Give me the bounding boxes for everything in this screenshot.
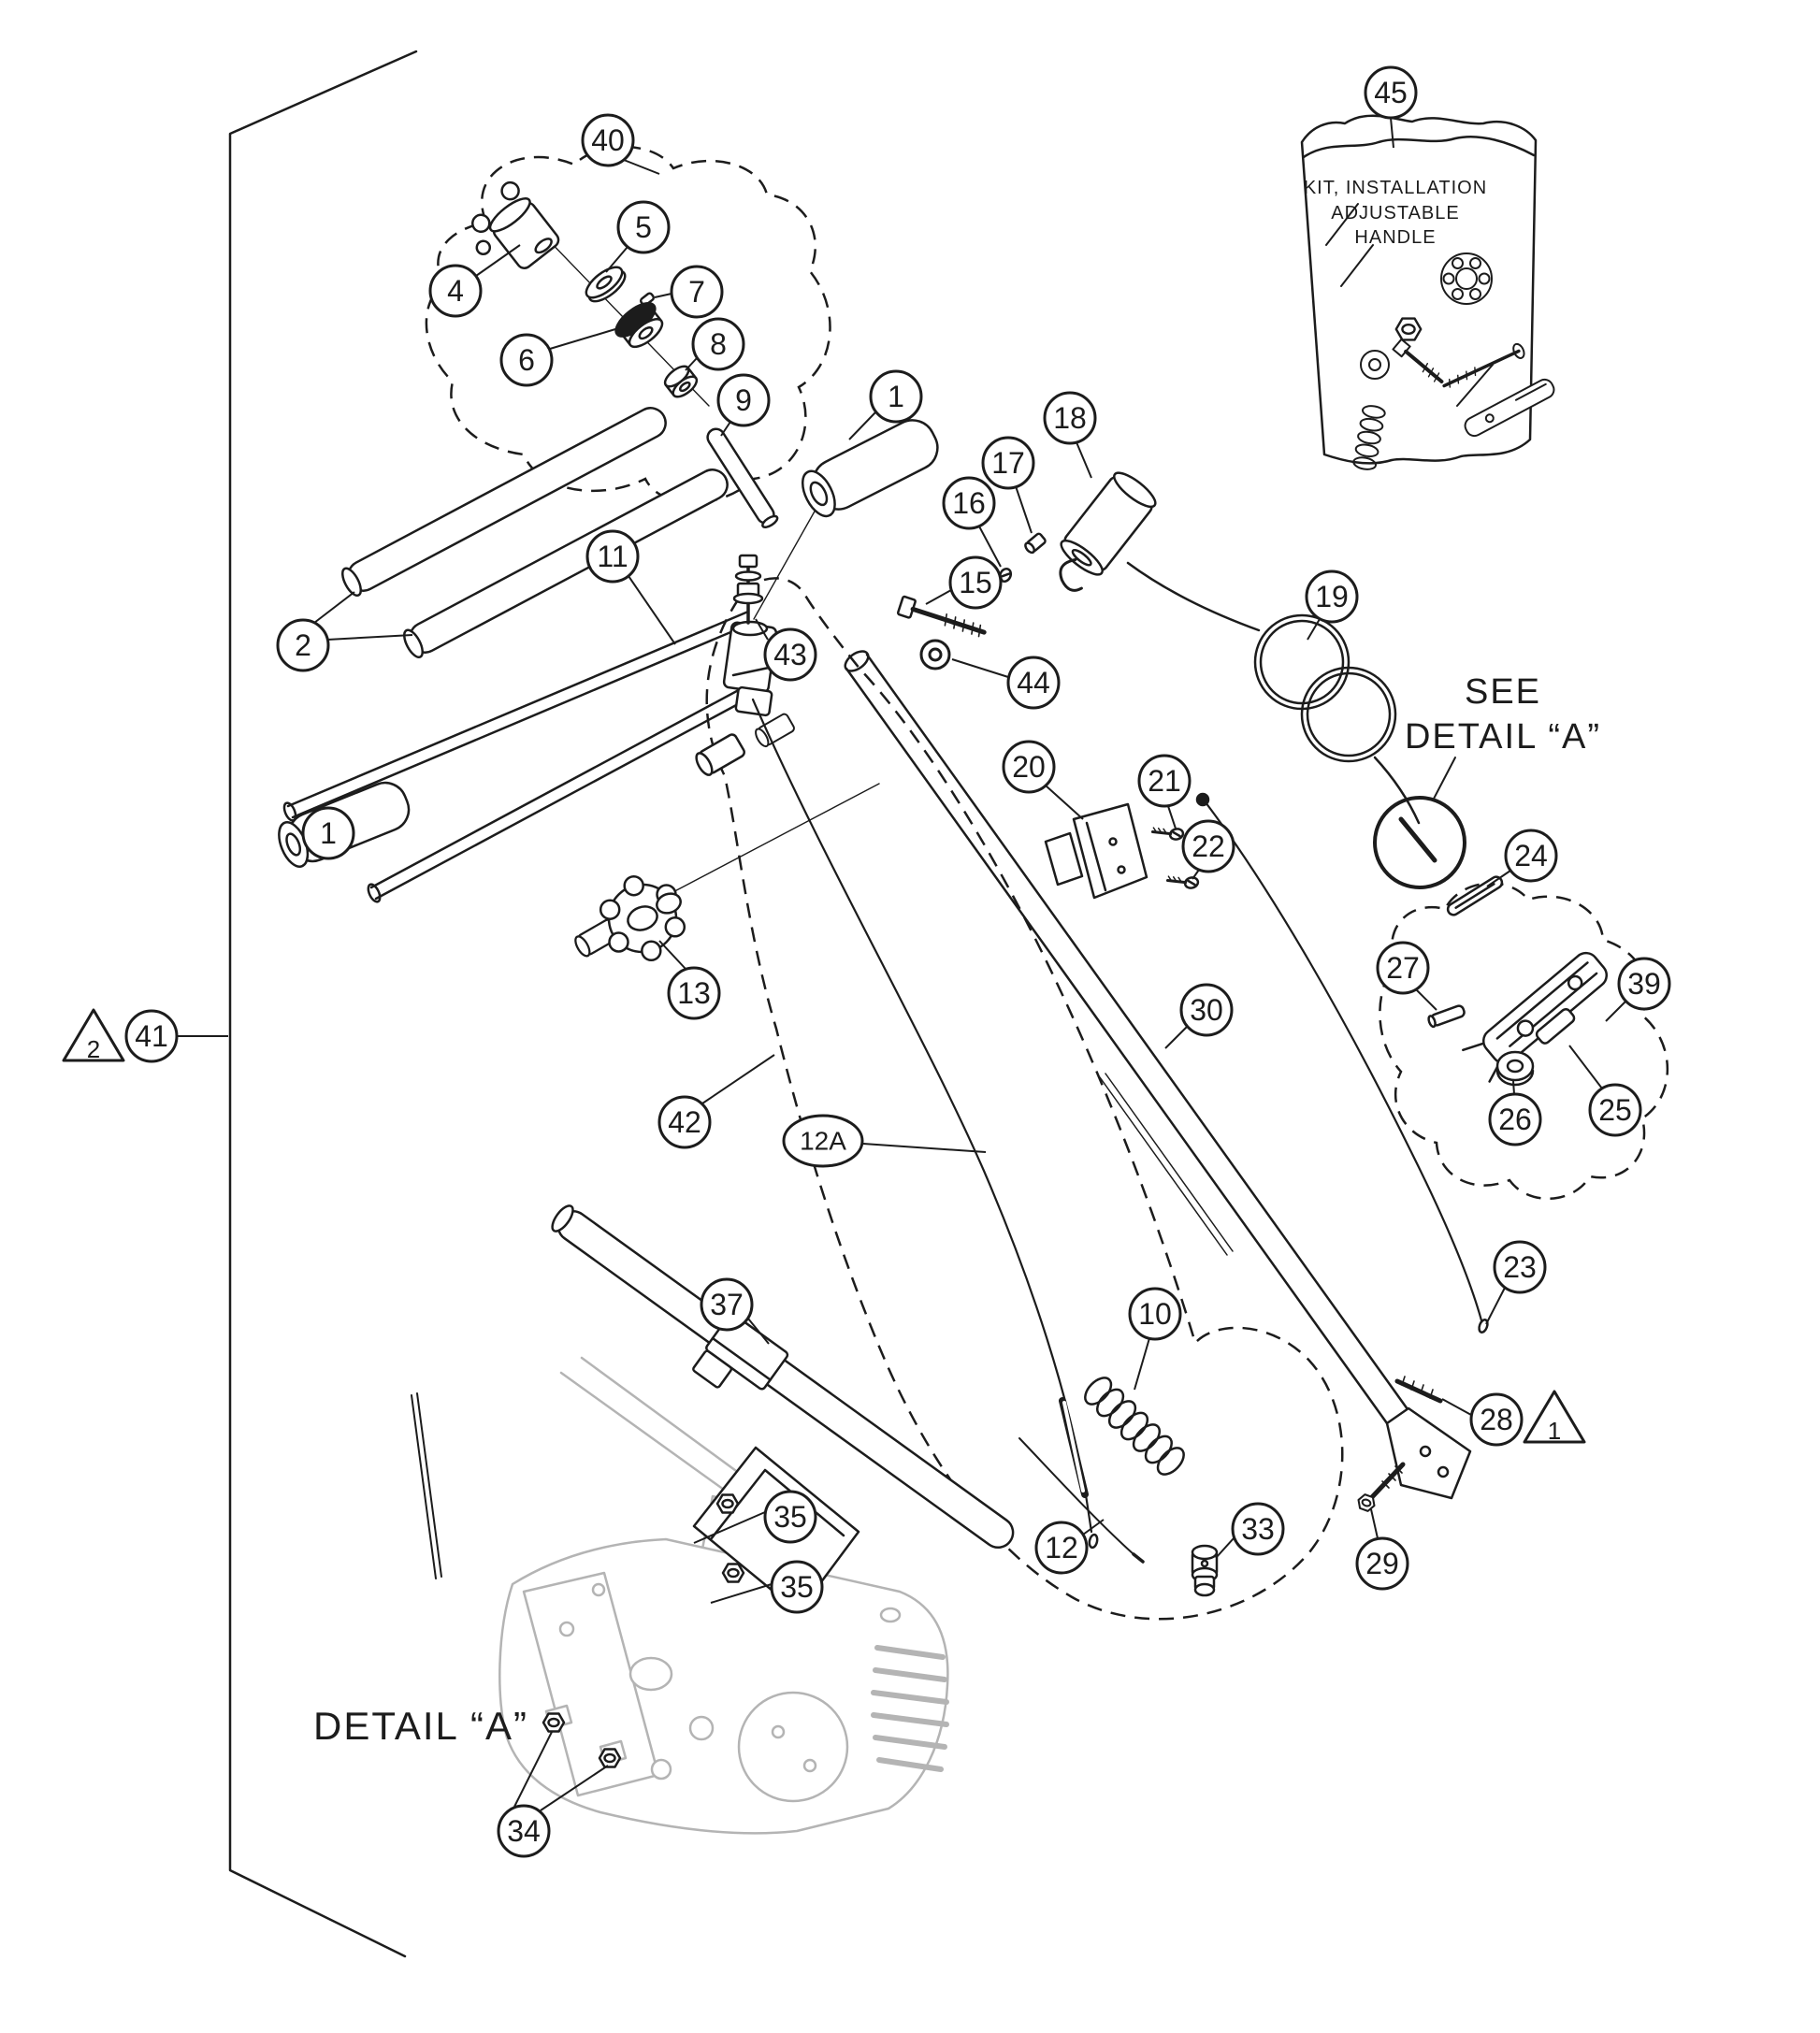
cable-23 [1197, 794, 1489, 1334]
callout-19 [1307, 571, 1357, 622]
callout-number-42: 42 [668, 1105, 701, 1139]
detail-a-boss [593, 1584, 604, 1595]
callout-40 [583, 115, 633, 166]
see-detail-label-line1: SEE [1464, 672, 1542, 712]
detail-a-boss [690, 1717, 713, 1739]
callout-11 [587, 531, 638, 582]
detail-a-boss [560, 1622, 573, 1636]
leader-line-44 [952, 659, 1008, 677]
callout-number-11: 11 [597, 540, 628, 573]
bolt-29 [1356, 1464, 1403, 1512]
callout-25 [1590, 1085, 1640, 1135]
callout-number-35: 35 [773, 1500, 807, 1534]
callout-number-45: 45 [1374, 76, 1408, 109]
callout-26 [1490, 1094, 1540, 1145]
callout-number-10: 10 [1138, 1297, 1172, 1331]
leader-line-12 [1083, 1520, 1104, 1535]
leader-line-13 [659, 941, 686, 969]
callout-29 [1357, 1538, 1408, 1589]
leader-line-29 [1371, 1509, 1378, 1538]
kit-label-line1: KIT, INSTALLATION [1303, 178, 1488, 198]
nut-34 [599, 1750, 620, 1767]
kit-bag-45 [1302, 116, 1557, 471]
leader-line-33 [1216, 1538, 1234, 1558]
callout-44 [1008, 657, 1059, 708]
callout-number-23: 23 [1503, 1250, 1537, 1284]
grip-right-1 [796, 412, 946, 522]
bar-bushing [693, 733, 745, 778]
callout-9 [718, 375, 769, 425]
leader-line-10 [1134, 1338, 1149, 1390]
leader-line-18 [1076, 442, 1091, 478]
pivot-clamp-4 [455, 179, 561, 285]
callout-35 [765, 1492, 816, 1542]
pin-27 [1427, 1004, 1466, 1028]
pin-17 [1024, 533, 1047, 555]
callout-number-39: 39 [1627, 967, 1661, 1001]
leader-line-8 [686, 358, 697, 370]
callout-number-37: 37 [710, 1288, 744, 1321]
lever-25 [1463, 946, 1617, 1087]
leader-line-12A [863, 1144, 986, 1152]
bushing-6 [611, 297, 670, 354]
callout-5 [618, 202, 669, 252]
callout-10 [1130, 1289, 1180, 1339]
callout-number-34: 34 [507, 1814, 541, 1848]
callout-18 [1045, 393, 1095, 443]
leader-line-7 [655, 294, 672, 297]
detail-a-boss [652, 1760, 671, 1779]
callout-number-13: 13 [677, 976, 711, 1010]
callout-30 [1181, 985, 1232, 1035]
warning-triangle-number: 1 [1547, 1417, 1562, 1445]
leader-line-28 [1442, 1399, 1471, 1415]
callout-number-16: 16 [952, 486, 986, 520]
washer-44 [921, 641, 949, 669]
callout-number-9: 9 [735, 383, 752, 417]
star-knob-13 [600, 876, 685, 960]
callout-number-27: 27 [1386, 951, 1420, 985]
callout-1 [303, 808, 354, 858]
callout-6 [501, 335, 552, 385]
callout-number-6: 6 [518, 343, 535, 377]
callout-8 [693, 319, 744, 369]
callout-22 [1183, 821, 1234, 872]
leader-line-21 [1168, 806, 1176, 829]
callout-17 [983, 438, 1033, 488]
callout-number-43: 43 [773, 638, 807, 671]
group-bracket-41 [230, 51, 416, 1956]
warning-triangle-number: 2 [86, 1035, 101, 1063]
callout-13 [669, 968, 719, 1018]
callout-number-1: 1 [888, 380, 904, 413]
stud-28 [1397, 1377, 1440, 1401]
kit-label-line2: ADJUSTABLE [1331, 203, 1460, 223]
callout-number-28: 28 [1480, 1403, 1513, 1436]
callout-number-33: 33 [1241, 1512, 1275, 1546]
nut-34 [543, 1714, 564, 1732]
dashed-outline-42 [707, 578, 1343, 1619]
detail-a-pulley [739, 1693, 847, 1801]
cable-bracket-20 [1046, 804, 1147, 898]
callout-33 [1233, 1504, 1283, 1554]
callout-4 [430, 266, 481, 316]
leader-line-2 [314, 592, 354, 623]
callout-number-7: 7 [688, 275, 705, 309]
detail-a-pulley-hole [773, 1726, 784, 1737]
leader-line-42 [702, 1055, 774, 1103]
leader-line-27 [1416, 989, 1437, 1010]
callout-number-17: 17 [991, 446, 1025, 480]
callout-number-12A: 12A [800, 1126, 846, 1156]
callout-15 [950, 557, 1001, 608]
callout-number-26: 26 [1498, 1103, 1532, 1136]
nut-35 [717, 1495, 738, 1513]
leader-line-26 [1513, 1081, 1514, 1094]
callout-42 [659, 1097, 710, 1147]
callout-12A [784, 1116, 862, 1166]
callout-27 [1378, 943, 1428, 993]
callout-43 [765, 629, 816, 680]
callout-39 [1619, 959, 1669, 1009]
leader-line-17 [1016, 486, 1032, 533]
bar-bushing [753, 713, 795, 748]
callout-34 [498, 1806, 549, 1856]
leader-line-20 [1046, 786, 1083, 819]
callout-24 [1506, 830, 1556, 881]
callout-2 [278, 620, 328, 670]
warning-triangle-1 [1524, 1391, 1584, 1445]
kit-label-line3: HANDLE [1354, 227, 1437, 248]
warning-triangle-2 [64, 1010, 123, 1063]
callout-35 [772, 1562, 822, 1612]
detail-a-caption: DETAIL “A” [312, 1704, 529, 1748]
roller-26 [1497, 1052, 1533, 1085]
detail-a-pulley-hole [804, 1760, 816, 1771]
callout-28 [1471, 1394, 1522, 1445]
detail-a-boss [881, 1608, 900, 1622]
callout-1 [871, 371, 921, 422]
leader-line-6 [550, 329, 615, 349]
callout-number-15: 15 [959, 566, 992, 599]
leader-line-11 [628, 576, 675, 644]
leader-line-25 [1569, 1045, 1602, 1089]
callout-number-40: 40 [591, 123, 625, 157]
leader-line-40 [624, 160, 659, 174]
callout-number-8: 8 [710, 327, 727, 361]
nut-35 [723, 1564, 744, 1582]
callout-number-22: 22 [1192, 829, 1225, 863]
callout-12 [1036, 1522, 1087, 1573]
detail-a-pointer-line [1433, 757, 1455, 800]
callout-number-44: 44 [1017, 666, 1050, 699]
callout-number-21: 21 [1148, 764, 1181, 798]
leader-line-39 [1606, 1002, 1625, 1021]
leader-line-30 [1165, 1027, 1187, 1048]
callout-number-5: 5 [635, 210, 652, 244]
callout-number-29: 29 [1365, 1547, 1399, 1580]
leader-line-23 [1486, 1288, 1505, 1324]
leader-line-9 [721, 422, 730, 436]
throttle-housing-18 [1042, 468, 1160, 598]
leader-line-2 [327, 635, 412, 640]
callout-number-4: 4 [447, 274, 464, 308]
detail-a-boss [630, 1658, 672, 1690]
leader-line-15 [926, 590, 951, 604]
callout-number-20: 20 [1012, 750, 1046, 784]
callout-45 [1365, 67, 1416, 118]
callout-number-12: 12 [1045, 1531, 1078, 1564]
screw-22 [1166, 870, 1199, 894]
handle-tube-2b [400, 465, 732, 660]
callout-number-24: 24 [1514, 839, 1548, 872]
callout-number-1: 1 [320, 816, 337, 850]
callout-number-18: 18 [1053, 401, 1087, 435]
callout-number-25: 25 [1598, 1093, 1632, 1127]
callout-20 [1004, 742, 1054, 792]
callout-7 [672, 267, 722, 317]
callout-number-41: 41 [135, 1019, 168, 1053]
collar-8 [662, 363, 701, 401]
handlebar-11 [282, 612, 764, 903]
callout-number-35: 35 [780, 1570, 814, 1604]
callout-37 [701, 1279, 752, 1330]
detail-a-rod [412, 1393, 441, 1579]
callout-number-19: 19 [1315, 580, 1349, 613]
callout-number-30: 30 [1190, 993, 1223, 1027]
callout-number-2: 2 [295, 628, 311, 662]
callout-21 [1139, 756, 1190, 806]
screw-21 [1151, 821, 1184, 845]
leader-line-1 [849, 412, 875, 440]
callout-41 [126, 1011, 177, 1061]
see-detail-label-line2: DETAIL “A” [1404, 717, 1602, 757]
callout-16 [944, 478, 994, 528]
cap-nut-33 [1192, 1546, 1217, 1595]
callout-23 [1495, 1242, 1545, 1292]
